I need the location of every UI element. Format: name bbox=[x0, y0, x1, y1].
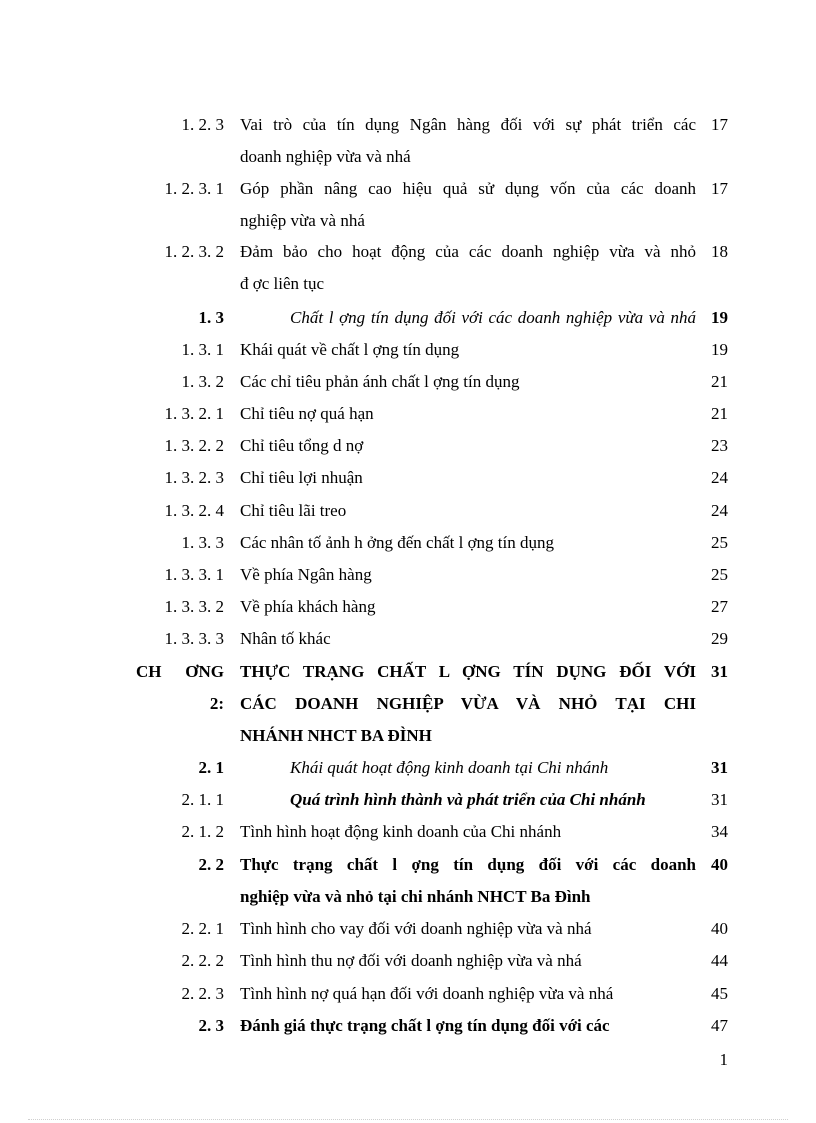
toc-entry bbox=[0, 1011, 816, 1041]
entry-title: Quá trình hình thành và phát triển của Chi nhánh bbox=[290, 790, 646, 809]
toc-entry bbox=[0, 592, 816, 622]
entry-page: 24 bbox=[711, 501, 728, 520]
entry-page: 31 bbox=[711, 790, 728, 809]
entry-number: 1. 3. 1 bbox=[181, 340, 224, 359]
entry-number: 1. 3. 3. 3 bbox=[164, 629, 224, 648]
toc-entry bbox=[0, 335, 816, 365]
entry-number: 1. 2. 3. 1 bbox=[164, 179, 224, 198]
toc-entry bbox=[0, 367, 816, 397]
toc-entry bbox=[0, 785, 816, 815]
toc-entry bbox=[0, 303, 816, 333]
chapter-number: 2: bbox=[209, 694, 224, 713]
toc-entry bbox=[0, 817, 816, 847]
entry-title: Khái quát hoạt động kinh doanh tại Chi nhánh bbox=[290, 758, 609, 777]
entry-number: 1. 3 bbox=[198, 308, 224, 327]
entry-number: 1. 3. 3 bbox=[181, 533, 224, 552]
chapter-title: THỰC TRẠNG CHẤT L ỢNG TÍN DỤNG ĐỐI VỚI bbox=[240, 662, 696, 681]
entry-title: Chỉ tiêu lãi treo bbox=[240, 501, 347, 520]
entry-title: Chỉ tiêu nợ quá hạn bbox=[240, 404, 374, 423]
entry-page: 21 bbox=[711, 372, 728, 391]
entry-number: 1. 3. 2. 1 bbox=[164, 404, 224, 423]
entry-title: Về phía Ngân hàng bbox=[240, 565, 372, 584]
entry-number: 2. 1 bbox=[198, 758, 224, 777]
entry-title: nghiệp vừa và nhỏ tại chi nhánh NHCT Ba Đình bbox=[240, 887, 591, 906]
entry-title: đ ợc liên tục bbox=[240, 274, 325, 293]
toc-entry bbox=[0, 528, 816, 558]
entry-page: 31 bbox=[711, 662, 728, 681]
toc-entry bbox=[0, 110, 816, 140]
entry-title: Chất l ợng tín dụng đối với các doanh nghiệp vừa và nhá bbox=[290, 308, 696, 327]
entry-title: Các chỉ tiêu phản ánh chất l ợng tín dụng bbox=[240, 372, 520, 391]
chapter-label: CH ƠNG bbox=[136, 662, 224, 681]
entry-number: 2. 1. 1 bbox=[181, 790, 224, 809]
entry-page: 31 bbox=[711, 758, 728, 777]
page-divider bbox=[28, 1119, 788, 1120]
entry-number: 2. 1. 2 bbox=[181, 822, 224, 841]
toc-entry bbox=[0, 560, 816, 590]
entry-page: 40 bbox=[711, 855, 728, 874]
entry-page: 29 bbox=[711, 629, 728, 648]
entry-page: 23 bbox=[711, 436, 728, 455]
entry-number: 2. 3 bbox=[198, 1016, 224, 1035]
entry-number: 1. 3. 3. 1 bbox=[164, 565, 224, 584]
entry-page: 17 bbox=[711, 179, 728, 198]
entry-page: 27 bbox=[711, 597, 728, 616]
toc-entry-continuation bbox=[0, 206, 816, 236]
entry-number: 1. 3. 2. 4 bbox=[164, 501, 224, 520]
toc-entry-continuation bbox=[0, 882, 816, 912]
entry-title: Chỉ tiêu lợi nhuận bbox=[240, 468, 363, 487]
entry-title: Tình hình thu nợ đối với doanh nghiệp vừa và nhá bbox=[240, 951, 582, 970]
entry-page: 19 bbox=[711, 340, 728, 359]
entry-number: 2. 2. 1 bbox=[181, 919, 224, 938]
toc-entry bbox=[0, 914, 816, 944]
entry-page: 40 bbox=[711, 919, 728, 938]
entry-title: Chỉ tiêu tổng d nợ bbox=[240, 436, 364, 455]
toc-entry bbox=[0, 753, 816, 783]
entry-number: 2. 2. 3 bbox=[181, 984, 224, 1003]
chapter-entry bbox=[0, 657, 816, 687]
entry-page: 25 bbox=[711, 533, 728, 552]
entry-page: 44 bbox=[711, 951, 728, 970]
chapter-title: NHÁNH NHCT BA ĐÌNH bbox=[240, 726, 432, 745]
chapter-entry-continuation bbox=[0, 721, 816, 751]
entry-title: Đảm bảo cho hoạt động của các doanh nghiệp vừa và nhỏ bbox=[240, 242, 696, 261]
entry-page: 34 bbox=[711, 822, 728, 841]
toc-entry bbox=[0, 946, 816, 976]
toc-entry bbox=[0, 399, 816, 429]
toc-entry bbox=[0, 496, 816, 526]
entry-title: Các nhân tố ảnh h ởng đến chất l ợng tín dụng bbox=[240, 533, 555, 552]
entry-number: 1. 3. 2 bbox=[181, 372, 224, 391]
entry-number: 2. 2. 2 bbox=[181, 951, 224, 970]
entry-title: Khái quát về chất l ợng tín dụng bbox=[240, 340, 460, 359]
toc-entry-continuation bbox=[0, 142, 816, 172]
toc-entry bbox=[0, 463, 816, 493]
entry-title: doanh nghiệp vừa và nhá bbox=[240, 147, 411, 166]
entry-title: Tình hình cho vay đối với doanh nghiệp vừa và nhá bbox=[240, 919, 592, 938]
entry-number: 1. 3. 3. 2 bbox=[164, 597, 224, 616]
entry-page: 18 bbox=[711, 242, 728, 261]
entry-page: 17 bbox=[711, 115, 728, 134]
entry-title: Góp phần nâng cao hiệu quả sử dụng vốn của các doanh bbox=[240, 179, 696, 198]
entry-page: 19 bbox=[711, 308, 728, 327]
entry-title: nghiệp vừa và nhá bbox=[240, 211, 365, 230]
toc-entry bbox=[0, 850, 816, 880]
entry-title: Thực trạng chất l ợng tín dụng đối với các doanh bbox=[240, 855, 696, 874]
chapter-entry-continuation bbox=[0, 689, 816, 719]
entry-title: Đánh giá thực trạng chất l ợng tín dụng đối với các bbox=[240, 1016, 610, 1035]
entry-page: 25 bbox=[711, 565, 728, 584]
entry-title: Tình hình hoạt động kinh doanh của Chi nhánh bbox=[240, 822, 562, 841]
entry-page: 47 bbox=[711, 1016, 728, 1035]
page-number: 1 bbox=[719, 1050, 728, 1069]
entry-number: 1. 2. 3 bbox=[181, 115, 224, 134]
chapter-title: CÁC DOANH NGHIỆP VỪA VÀ NHỎ TẠI CHI bbox=[240, 694, 696, 713]
entry-title: Nhân tố khác bbox=[240, 629, 331, 648]
toc-entry bbox=[0, 174, 816, 204]
toc-entry bbox=[0, 237, 816, 267]
toc-entry bbox=[0, 624, 816, 654]
toc-entry bbox=[0, 979, 816, 1009]
toc-entry bbox=[0, 431, 816, 461]
entry-title: Về phía khách hàng bbox=[240, 597, 376, 616]
entry-title: Vai trò của tín dụng Ngân hàng đối với sự phát triển các bbox=[240, 115, 696, 134]
entry-page: 24 bbox=[711, 468, 728, 487]
entry-number: 1. 3. 2. 3 bbox=[164, 468, 224, 487]
toc-entry-continuation bbox=[0, 269, 816, 299]
entry-number: 1. 3. 2. 2 bbox=[164, 436, 224, 455]
entry-number: 2. 2 bbox=[198, 855, 224, 874]
entry-number: 1. 2. 3. 2 bbox=[164, 242, 224, 261]
entry-title: Tình hình nợ quá hạn đối với doanh nghiệp vừa và nhá bbox=[240, 984, 614, 1003]
entry-page: 45 bbox=[711, 984, 728, 1003]
entry-page: 21 bbox=[711, 404, 728, 423]
